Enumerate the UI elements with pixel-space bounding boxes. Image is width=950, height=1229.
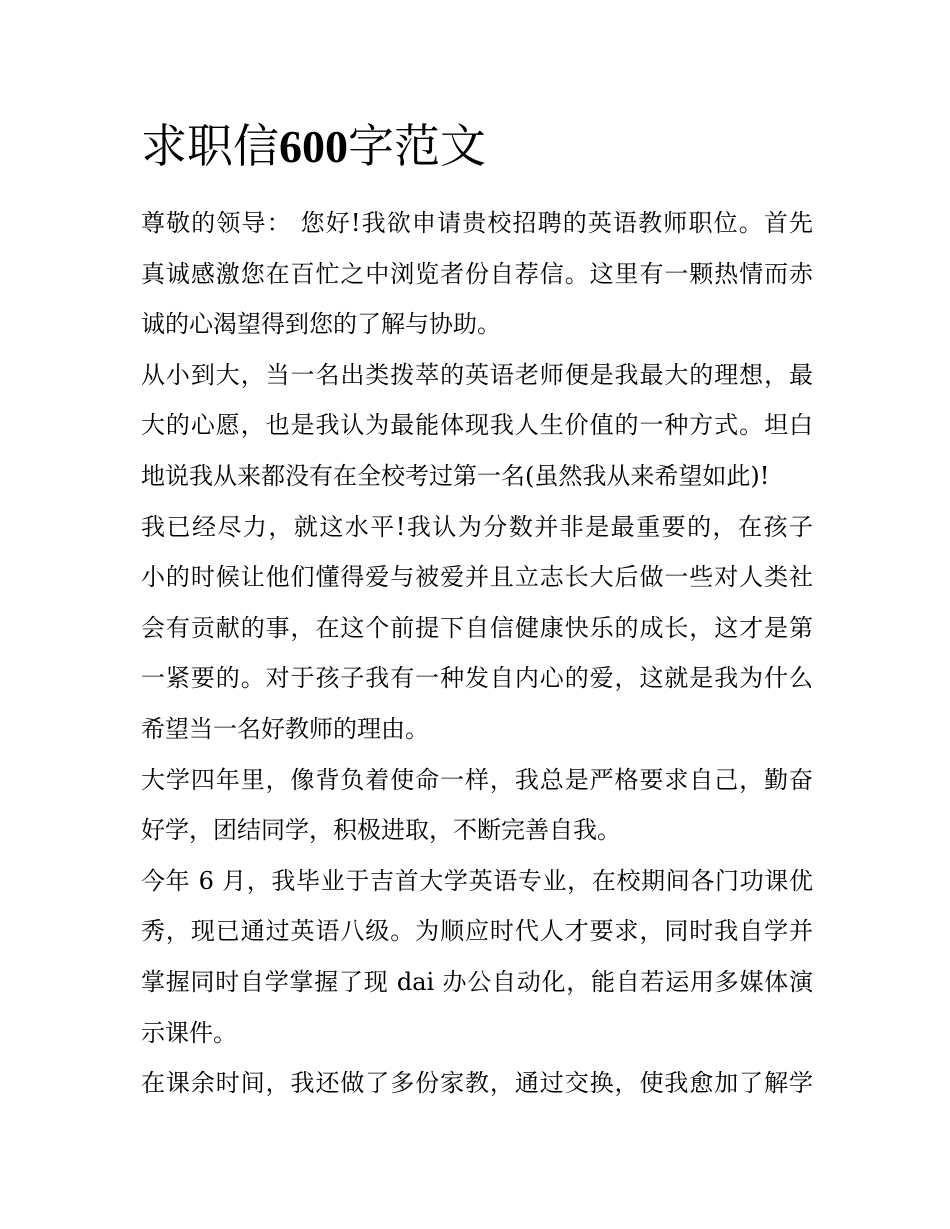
- text-line: 在课余时间，我还做了多份家教，通过交换，使我愈加了解学: [141, 1069, 813, 1098]
- letter-body: [141, 198, 813, 1109]
- text-line: 大学四年里，像背负着使命一样，我总是严格要求自己，勤奋: [141, 765, 813, 794]
- text-line: 希望当一名好教师的理由。: [141, 714, 429, 743]
- text-line: 真诚感激您在百忙之中浏览者份自荐信。这里有一颗热情而赤: [141, 259, 813, 288]
- document-title: [141, 116, 486, 177]
- text-line: 一紧要的。对于孩子我有一种发自内心的爱，这就是我为什么: [141, 664, 813, 693]
- text-line: 好学，团结同学，积极进取，不断完善自我。: [141, 816, 621, 845]
- title-prefix: 求职信: [141, 119, 279, 173]
- text-line: 掌握同时自学掌握了现 dai 办公自动化，能自若运用多媒体演: [141, 967, 813, 996]
- title-number: 600: [279, 121, 348, 172]
- text-line: 小的时候让他们懂得爱与被爱并且立志长大后做一些对人类社: [141, 563, 813, 592]
- text-line: 会有贡献的事，在这个前提下自信健康快乐的成长，这才是第: [141, 613, 813, 642]
- text-line: 大的心愿，也是我认为最能体现我人生价值的一种方式。坦白: [141, 411, 813, 440]
- text-line: 诚的心渴望得到您的了解与协助。: [141, 310, 501, 339]
- text-line: 我已经尽力，就这水平!我认为分数并非是最重要的，在孩子: [141, 512, 813, 541]
- text-line: 今年 6 月，我毕业于吉首大学英语专业，在校期间各门功课优: [141, 866, 813, 895]
- text-line: 从小到大，当一名出类拨萃的英语老师便是我最大的理想，最: [141, 360, 813, 389]
- text-line: 秀，现已通过英语八级。为顺应时代人才要求，同时我自学并: [141, 917, 813, 946]
- title-suffix: 字范文: [348, 119, 486, 173]
- text-line: 地说我从来都没有在全校考过第一名(虽然我从来希望如此)!: [141, 461, 770, 490]
- text-line: 尊敬的领导： 您好!我欲申请贵校招聘的英语教师职位。首先: [141, 209, 813, 237]
- text-line: 示课件。: [141, 1018, 237, 1047]
